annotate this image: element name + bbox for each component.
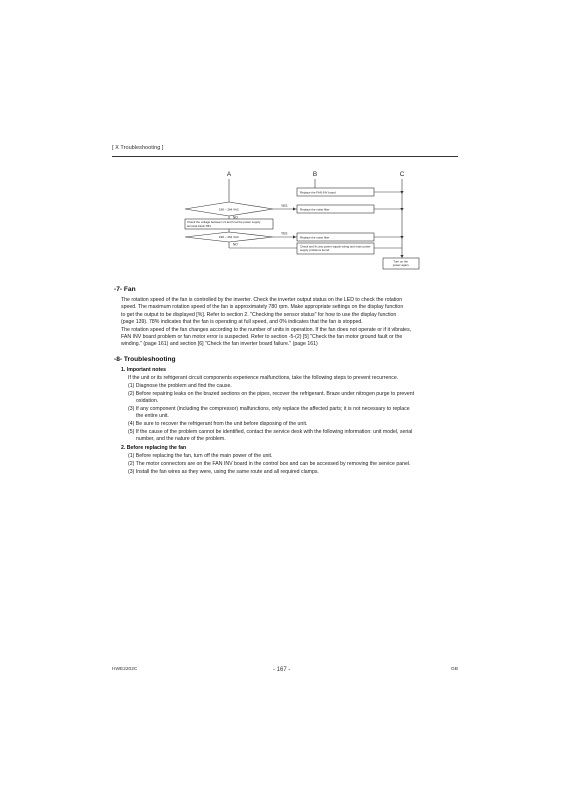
section-7-line: winding." (page 161) and section [6] "Check the fan inverter board failure." (page 161) — [121, 341, 318, 348]
text-no-2: NO — [233, 242, 238, 247]
arrow-head — [293, 207, 296, 210]
section-7-line: The rotation speed of the fan changes according to the number of units in operation. If the fan does not operate or if it vibrates, — [121, 326, 412, 333]
important-notes-item: (2) Before repairing leaks on the brazed sections on the pipes, recover the refrigerant. Braze under nitrogen purge to prevent — [128, 391, 415, 397]
text-check-voltage-line2: terminal block TB1 — [187, 223, 211, 228]
before-replacing-fan-item: (1) Before replacing the fan, turn off the main power of the unit. — [128, 453, 273, 459]
important-notes-title: 1. Important notes — [121, 367, 166, 373]
text-no-1: NO — [233, 215, 238, 220]
troubleshooting-flowchart — [0, 0, 569, 300]
section-7-body — [121, 297, 461, 349]
important-notes-item: (1) Diagnose the problem and find the cause. — [128, 383, 232, 389]
section-7-line: to get the output to be displayed [%]. Refer to section 2. "Checking the sensor status" for how to use the display function — [121, 311, 397, 318]
text-check-voltage-line1: Check the voltage between L3 and N at the power supply — [187, 220, 261, 225]
before-replacing-fan-title: 2. Before replacing the fan — [121, 445, 187, 451]
important-notes-item: (3) If any component (including the compressor) malfunctions, only replace the affected parts; it is not necessary to replace — [128, 406, 410, 412]
before-replacing-fan-item: (3) Install the fan wires as they were, using the same route and all required clamps. — [128, 469, 319, 475]
footer-doc-code: HWE2202C — [112, 667, 138, 672]
important-notes-item: (4) Be sure to recover the refrigerant from the unit before disposing of the unit. — [128, 421, 308, 427]
arrow-head — [400, 191, 403, 194]
before-replacing-fan-item: (2) The motor connectors are on the FAN INV board in the control box and can be accessed by removing the service panel. — [128, 461, 411, 467]
important-notes-item-cont: oxidation. — [136, 398, 159, 404]
col-label-a: A — [226, 171, 232, 178]
section-7-line: The rotation speed of the fan is controlled by the inverter. Check the inverter output status on the LED to check the rotation — [121, 297, 403, 303]
section-7-title: -7- Fan — [114, 286, 136, 293]
arrow-head — [400, 236, 403, 239]
section-7-line: FAN INV board problem or fan motor error is suspected. Refer to section -5-(2) [5] "Check the fan motor ground fault or the — [121, 334, 403, 341]
text-replace-fan-inv: Replace the FAN INV board — [300, 190, 336, 195]
text-replace-noise-2: Replace the noise filter — [300, 235, 330, 240]
text-turn-on-line2: power again. — [392, 263, 410, 268]
section-8-title: -8- Troubleshooting — [114, 356, 176, 363]
arrow-head — [293, 235, 296, 238]
text-decision-1: 198 ~ 264 VAC — [218, 207, 240, 212]
text-check-wiring-line1: Check and fix any power supply wiring and main power — [300, 244, 371, 249]
arrow-head — [400, 208, 403, 211]
text-replace-noise-1: Replace the noise filter — [300, 207, 330, 212]
text-yes-2: YES — [281, 231, 288, 236]
arrow-head — [400, 255, 403, 258]
section-7-line: (page 139). 78% indicates that the fan is operating at full speed, and 0% indicates that the fan is stopped. — [121, 319, 363, 326]
text-decision-2: 198 ~ 264 VAC — [218, 235, 240, 240]
text-turn-on-line1: Turn on the — [393, 259, 408, 264]
col-label-c: C — [399, 171, 405, 178]
text-turn-on — [393, 260, 410, 268]
col-label-b: B — [312, 171, 318, 178]
important-notes-item-cont: the entire unit. — [136, 413, 169, 419]
important-notes-item-cont: number, and the nature of the problem. — [136, 436, 226, 442]
text-yes-1: YES — [281, 204, 288, 208]
important-notes-item: (5) If the cause of the problem cannot be identified, contact the service desk with the following information: unit model, serial — [128, 429, 413, 435]
important-notes-intro: If the unit or its refrigerant circuit components experience malfunctions, take the following steps to prevent recurrence. — [128, 375, 399, 381]
page-header: [ Ⅹ Troubleshooting ] — [112, 145, 164, 151]
footer-page-number: - 167 - — [273, 667, 291, 673]
section-7-line: speed. The maximum rotation speed of the fan is approximately 780 rpm. Make appropriate settings on the display function — [121, 304, 404, 311]
footer-language: GB — [451, 667, 458, 672]
text-check-wiring-line2: supply problems found. — [300, 248, 330, 252]
